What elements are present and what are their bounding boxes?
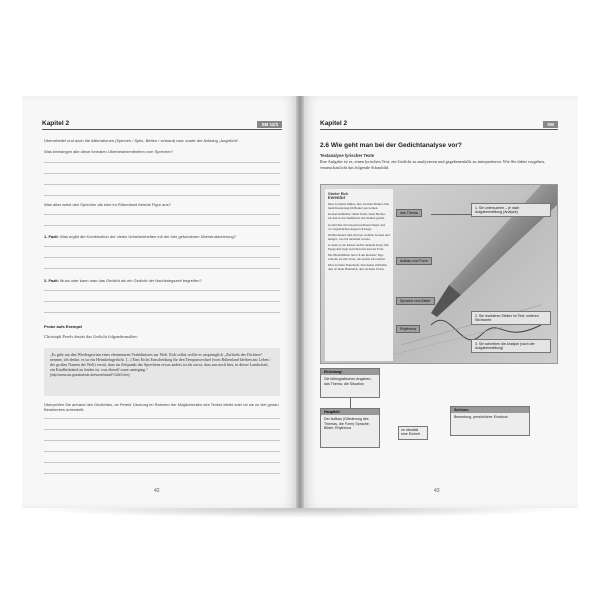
schluss-heading: Schluss: xyxy=(451,407,529,413)
quote-box xyxy=(44,348,280,396)
poem-author: Günter Eich xyxy=(328,192,349,196)
quote-source: (http://www.ost-grundschule.de/home/www/FOUNS.htm) xyxy=(50,373,130,377)
question-2: Was bezwingen alle diese formalen Überbesetzentheiten vom Sprecher? xyxy=(44,149,174,154)
poem-title: Inventur xyxy=(328,195,346,201)
poem-stanza: Die Bleistiftmine lieb ich am meisten: Tags schreibt sie mir Verse, die nachts ich erdacht. xyxy=(328,253,386,262)
answer-line xyxy=(44,246,280,247)
section-heading: Probe aufs Exempel xyxy=(44,324,83,329)
poem-stanza: Dies ist mein Notizbuch, dies meine Zeltbahn, dies ist mein Handtuch, dies ist mein Zwirn. xyxy=(328,263,388,272)
step-note-3: 3. Sie schreiben die Analyse (nach der Aufgabenstellung) xyxy=(471,339,551,353)
einleitung-text: Die bibliografischen Angaben, das Thema, die Situation xyxy=(324,377,372,386)
fazit-1-text: Was ergibt die Kombination der vielen Unbeiminheiten mit der hier gefundenen Überstrukturierung? xyxy=(60,234,236,239)
fazit-1-label: 1. Fazit: xyxy=(44,234,59,239)
chapter-tag: SM 11/3 xyxy=(257,121,282,128)
flow-einleitung xyxy=(320,368,380,398)
step-note-2: 2. Sie markieren Stellen im Text, notieren Stichworte xyxy=(471,311,551,325)
right-page xyxy=(300,96,578,508)
flow-schluss xyxy=(450,406,530,436)
answer-line xyxy=(44,473,280,474)
quote-text: „Es geht um den Wiedergewinn eines elementaren Verhältnisses zur Welt. Eich selbst wollte es ursprünglich „Zuflucht des Dichters“ nennen; ich denke, es ist ein Heimkehrgedicht. [...] Eins Eichs Entscheidung für den Tempuswechsel (vom Rübenland bleiben am Leben / der großen Namen der Welt) verrät, dass im Zeitpunkt das Sprechens etwas anders ist als zuvor, dass nur noch hier, in dieser Landschaft, ein Kindheitsland zu finden ist, was überall sonst unterging.“ xyxy=(50,352,271,372)
answer-line xyxy=(44,195,280,196)
diagram-panel xyxy=(320,184,558,364)
quote-intro: Christoph Perels deutet das Gedicht folgendermaßen: xyxy=(44,334,138,339)
answer-line xyxy=(44,418,280,419)
connector-line xyxy=(431,214,471,215)
hauptteil-text: Der Aufbau (Gliederung des Themas, die Form) Sprache, Bilder, Rhythmus xyxy=(324,417,370,431)
answer-line xyxy=(44,429,280,430)
question-4 xyxy=(44,234,280,239)
fazit-2-text: Muss oder kann man das Gedicht als ein Gedicht der Nachkriegszeit begreifen? xyxy=(60,278,202,283)
answer-line xyxy=(44,225,280,226)
hauptteil-heading: Hauptteil: xyxy=(321,409,379,415)
flow-middle: im Idealfall eine Einheit xyxy=(398,426,428,440)
tag-thema: das Thema xyxy=(396,209,422,217)
connector-line xyxy=(350,398,351,408)
tag-sprache: Sprache und Bilder xyxy=(396,297,435,305)
poem-column xyxy=(325,189,393,361)
chapter-title: Kapitel 2 xyxy=(42,120,70,127)
question-6: Überprüfen Sie anhand des Gedichtes, ob Perels' Deutung im Rahmen der Möglichkeiten des Textes bleibt oder ob sie zu viel genau Bestimmtes unterstellt. xyxy=(44,402,279,412)
subheading: Textanalyse lyrischer Texte xyxy=(320,153,375,158)
answer-line xyxy=(44,257,280,258)
answer-line xyxy=(44,301,280,302)
answer-line xyxy=(44,312,280,313)
tag-aufbau: Aufbau und Form xyxy=(396,257,432,265)
answer-line xyxy=(44,451,280,452)
question-5 xyxy=(44,278,280,283)
flow-hauptteil xyxy=(320,408,380,448)
answer-line xyxy=(44,268,280,269)
poem-stanza: Konservenbüchse: Mein Teller, mein Becher, ich hab in das Weißblech den Namen geritzt. xyxy=(328,212,386,221)
answer-line xyxy=(44,214,280,215)
tag-rhythmus: Rhythmus xyxy=(396,325,420,333)
left-page xyxy=(22,96,300,508)
answer-line xyxy=(44,440,280,441)
chapter-tag: SM xyxy=(543,121,558,128)
poem-stanza: Im Brotbeutel sind ein Paar wollene Socken und einiges, was ich niemand verrate, xyxy=(328,232,390,241)
page-number: 42 xyxy=(154,488,160,494)
poem-stanza: so dient es als Kissen nachts meinem Kopf. Die Pappe hier liegt zwischen mir und der Erde. xyxy=(328,242,389,252)
left-chapter-header xyxy=(42,118,282,130)
intro-text: Ihre Aufgabe ist es, einen lyrischen Text, ein Gedicht zu analysieren und gegebenenfalls zu interpretieren. Wie Sie dabei vorgehen, veranschaulicht das folgende Schaubild. xyxy=(320,159,545,170)
answer-line xyxy=(44,184,280,185)
question-1: Überarbeitet und auch die Alliterationen (Spinnen / Spitz, Betten / verbaut) usw. sowie der Anklang „Angelicht“. xyxy=(44,138,240,143)
fazit-2-label: 2. Fazit: xyxy=(44,278,59,283)
answer-line xyxy=(44,173,280,174)
poem-stanza: Dies ist meine Mütze, dies ist mein Mantel, hier mein Rasierzeug im Beutel aus Leinen. xyxy=(328,202,390,211)
book-spine xyxy=(296,96,304,508)
section-title: 2.6 Wie geht man bei der Gedichtanalyse vor? xyxy=(320,142,462,149)
answer-line xyxy=(44,162,280,163)
answer-line xyxy=(44,462,280,463)
answer-line xyxy=(44,290,280,291)
open-book xyxy=(22,96,578,508)
chapter-title: Kapitel 2 xyxy=(320,120,348,127)
step-note-1: 1. Sie untersuchen – je nach Aufgabenstellung (Analyse) xyxy=(471,203,551,217)
einleitung-heading: Einleitung: xyxy=(321,369,379,375)
page-number: 43 xyxy=(434,488,440,494)
schluss-text: Bewertung, persönlicher Eindruck xyxy=(454,415,508,420)
right-chapter-header xyxy=(320,118,558,130)
question-3: Was alles weist den Sprecher als eine im Rübenland fremde Figur aus? xyxy=(44,202,171,207)
poem-stanza: Geritzt hier mit diesem kostbaren Nagel, den vor begehrlichen Augen ich berge. xyxy=(328,222,386,231)
